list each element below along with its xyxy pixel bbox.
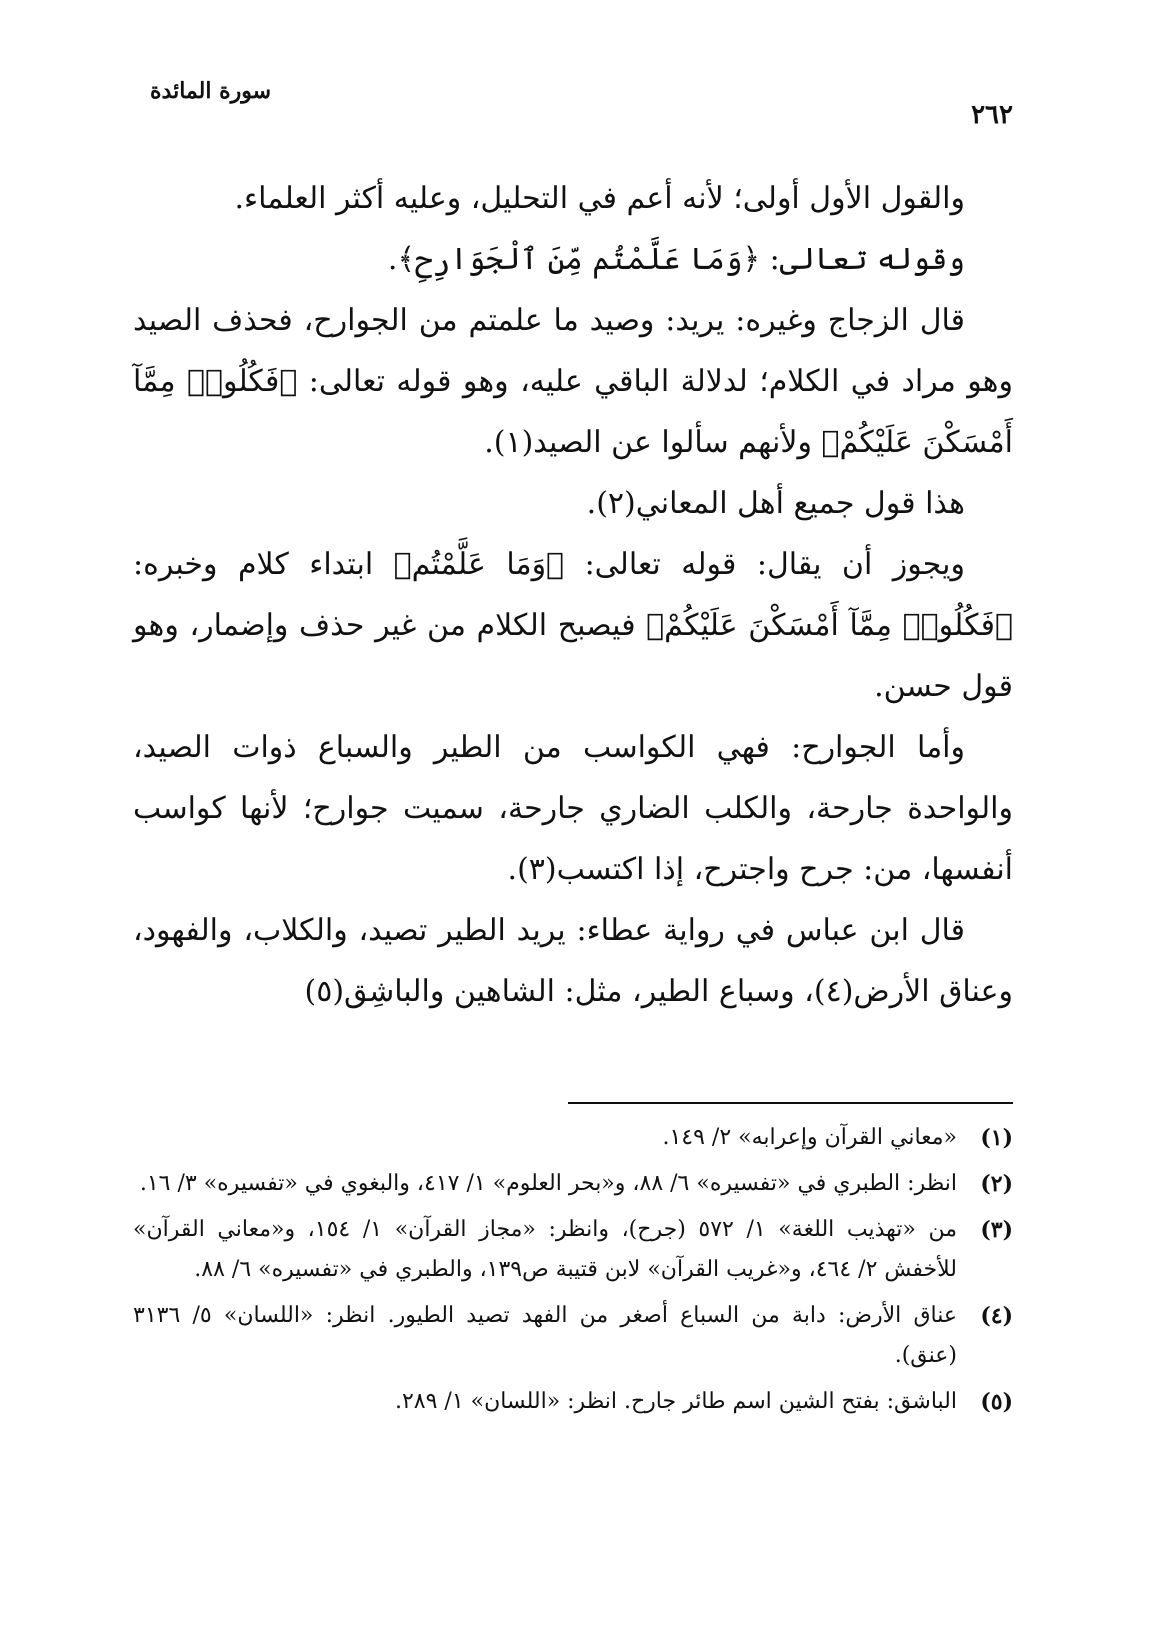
page-number: ٢٦٢ (971, 100, 1013, 130)
footnote-divider (568, 1102, 1013, 1104)
footnote-number: (٢) (980, 1171, 1013, 1197)
footnote-number: (٥) (980, 1389, 1013, 1415)
footnote-text: عناق الأرض: دابة من السباع أصغر من الفهد تصيد الطيور. انظر: «اللسان» ٥/ ٣١٣٦ (عنق). (133, 1303, 958, 1368)
footnotes (133, 1118, 1013, 1428)
paragraph: قال الزجاج وغيره: يريد: وصيد ما علمتم من الجوارح، فحذف الصيد وهو مراد في الكلام؛ لدلالة الباقي عليه، وهو قوله تعالى: ﴿فَكُلُوا۟ مِمَّآ أَمْسَكْنَ عَلَيْكُمْ﴾ ولأنهم سألوا عن الصيد(١). (133, 303, 1013, 460)
footnote-number: (٤) (980, 1303, 1013, 1329)
footnote (133, 1118, 1013, 1158)
page-header (150, 72, 1013, 132)
running-title: سورة المائدة (150, 78, 272, 104)
paragraph: والقول الأول أولى؛ لأنه أعم في التحليل، وعليه أكثر العلماء. (234, 181, 965, 216)
paragraph: ويجوز أن يقال: قوله تعالى: ﴿وَمَا عَلَّمْتُم﴾ ابتداء كلام وخبره: ﴿فَكُلُوا۟ مِمَّآ أَمْسَكْنَ عَلَيْكُمْ﴾ فيصبح الكلام من غير حذف وإضمار، وهو قول حسن. (133, 547, 1013, 704)
footnote-text: من «تهذيب اللغة» ١/ ٥٧٢ (جرح)، وانظر: «مجاز القرآن» ١/ ١٥٤، و«معاني القرآن» للأخفش ٢/ ٤٦٤، و«غريب القرآن» لابن قتيبة ص١٣٩، والطبري في «تفسيره» ٦/ ٨٨. (133, 1217, 958, 1282)
footnote-number: (١) (980, 1125, 1013, 1151)
paragraph: هذا قول جميع أهل المعاني(٢). (586, 486, 965, 521)
paragraph: قال ابن عباس في رواية عطاء: يريد الطير تصيد، والكلاب، والفهود، وعناق الأرض(٤)، وسباع الطير، مثل: الشاهين والباشِق(٥) (133, 913, 1013, 1009)
footnote (133, 1382, 1013, 1422)
footnote-text: «معاني القرآن وإعرابه» ٢/ ١٤٩. (662, 1125, 957, 1150)
footnote-text: انظر: الطبري في «تفسيره» ٦/ ٨٨، و«بحر العلوم» ١/ ٤١٧، والبغوي في «تفسيره» ٣/ ١٦. (139, 1171, 957, 1196)
paragraph: وأما الجوارح: فهي الكواسب من الطير والسباع ذوات الصيد، والواحدة جارحة، والكلب الضاري جارحة، سميت جوارح؛ لأنها كواسب أنفسها، من: جرح واجترح، إذا اكتسب(٣). (133, 730, 1013, 887)
footnote-text: الباشق: بفتح الشين اسم طائر جارح. انظر: «اللسان» ١/ ٢٨٩. (394, 1389, 957, 1414)
paragraph-verse-citation: وقوله تعالى: ﴿وَمَا عَلَّمْتُم مِّنَ ٱلْجَوَارِحِ﴾. (387, 242, 965, 277)
footnote (133, 1210, 1013, 1290)
footnote-number: (٣) (980, 1217, 1013, 1243)
main-text (133, 168, 1013, 1022)
footnote (133, 1296, 1013, 1376)
footnote (133, 1164, 1013, 1204)
